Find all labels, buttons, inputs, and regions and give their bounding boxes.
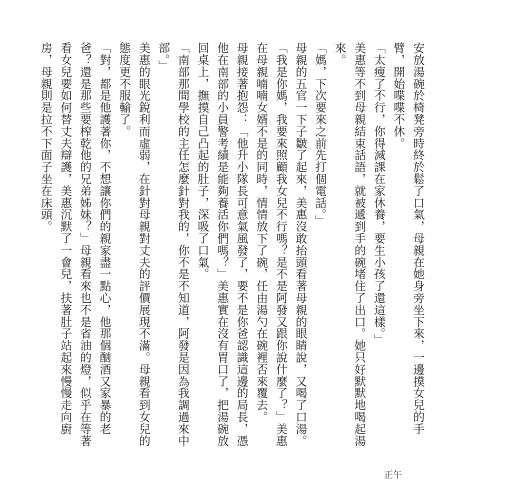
paragraph: 「我是你媽，我要來照顧我女兒不行嗎？是不是阿發又跟你說什麼了？」美惠在母親喃喃女婿不是的同時，情情放下了碗，任由湯勺在碗裡否來覆去。 xyxy=(255,42,289,447)
paragraph: 美惠等不到母親結束話語，就被遞到手的碗堵住了出口。她只好默默地喝起湯來。 xyxy=(333,42,368,447)
paragraph: 母親的五官一下子皺了起來，美惠沒敢抬頭看著母親的眼睛說，又喝了口湯。 xyxy=(294,42,309,447)
paragraph: 美惠的眼光銳利而虛弱，在針對母親對丈夫的評價展現不滿。母親看到女兒的態度更不服輸了。 xyxy=(118,42,152,447)
vertical-text-body xyxy=(39,42,428,450)
paragraph: 母親接著抱怨：「他升小隊長可意氣風發了，要不是你爸認識這邊的局長，憑他在南部的小員警考績是能夠養活你們嗎？」美惠實在沒有胃口了，把湯碗放回桌上，撫摸自己凸起的肚子，深吸了口氣。 xyxy=(196,42,250,447)
paragraph: 「南部那間學校的主任怎麼針對我的，你不是不知道，阿發是因為我調過來中部。」 xyxy=(157,42,191,447)
paragraph: 「媽，下次要來之前先打個電話。」 xyxy=(314,42,329,227)
page-folio: 正午 xyxy=(384,471,403,481)
paragraph: 安放湯碗於椅凳旁時終於鬆了口氣，母親在她身旁坐下來，一邊摸女兒的手臂，開始喋喋不休。 xyxy=(392,42,426,435)
paragraph: 「對，都是他護著你，不想讓你們的親家盡一點心，他那個酗酒又家暴的老爸？還是那些要榨乾他的兄弟姊妹？」母親看來也不是省油的燈，似乎在等著看女兒要如何替丈夫辯護，美惠沉默了一會兒，扶著肚子站起來慢慢走向廚房，母親則是拉不下面子坐在床頭。 xyxy=(39,42,113,447)
paragraph: 「太瘦了不行，你得減課在家休養，要生小孩了還這樣。」 xyxy=(372,42,387,346)
